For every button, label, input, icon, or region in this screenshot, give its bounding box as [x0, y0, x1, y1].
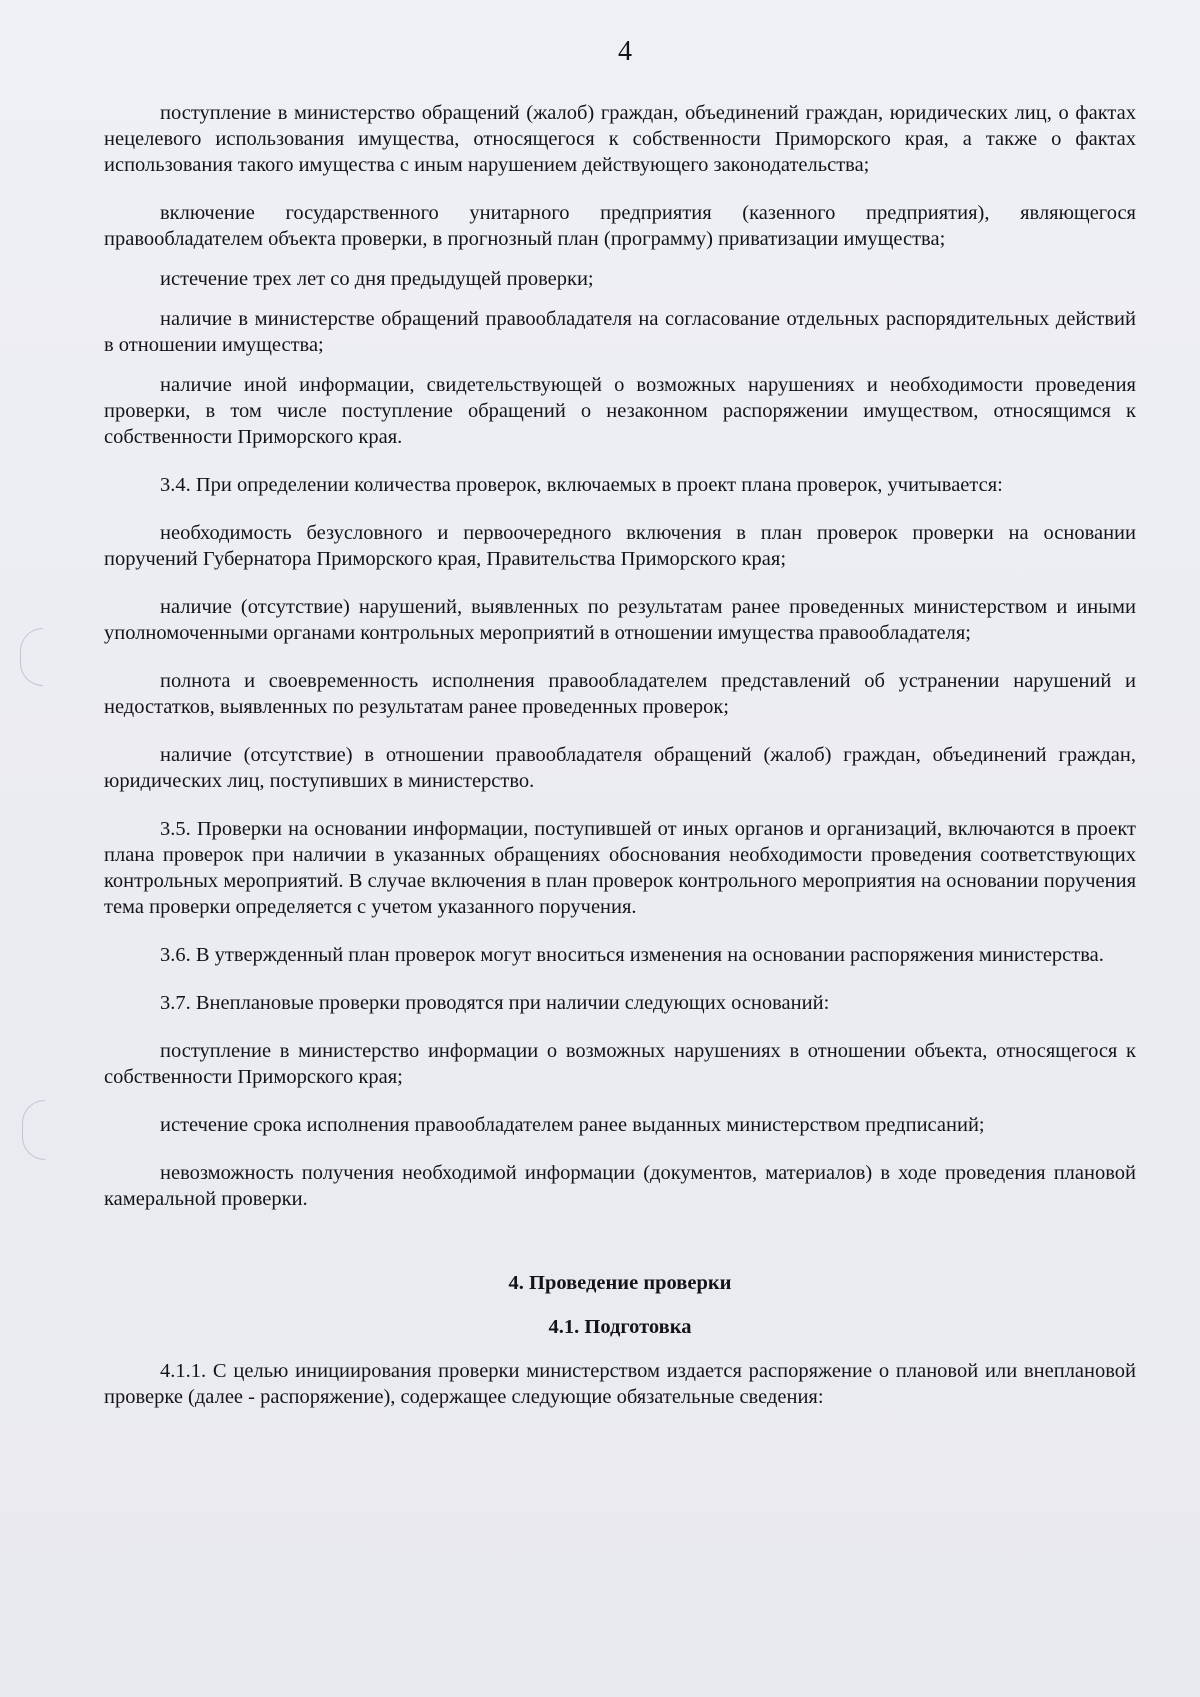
- paragraph-complaints: поступление в министерство обращений (жалоб) граждан, объединений граждан, юридических лиц, о фактах нецелевого использования имущества, относящегося к собственности Приморского края, а также о фактах использования такого имущества с иным нарушением действующего законодательства;: [104, 102, 1136, 176]
- paragraph-4-1-1: 4.1.1. С целью инициирования проверки министерством издается распоряжение о плановой или внеплановой проверке (далее - распоряжение), содержащее следующие обязательные сведения:: [104, 1360, 1136, 1408]
- scan-hole-mark-upper: [20, 628, 43, 686]
- paragraph-approval-requests: наличие в министерстве обращений правообладателя на согласование отдельных распорядительных действий в отношении имущества;: [104, 308, 1136, 356]
- paragraph-3-5: 3.5. Проверки на основании информации, поступившей от иных органов и организаций, включаются в проект плана проверок при наличии в указанных обращениях обоснования необходимости проведения соответствующих контрольных мероприятий. В случае включения в план проверок контрольного мероприятия на основании поручения тема проверки определяется с учетом указанного поручения.: [104, 818, 1136, 918]
- section-title: 4. Проведение проверки: [508, 1272, 732, 1294]
- paragraph-timeliness: полнота и своевременность исполнения правообладателем представлений об устранении нарушений и недостатков, выявленных по результатам ранее проведенных проверок;: [104, 670, 1136, 718]
- paragraph-governor-orders: необходимость безусловного и первоочередного включения в план проверок проверки на основании поручений Губернатора Приморского края, Правительства Приморского края;: [104, 522, 1136, 570]
- paragraph-3-4: 3.4. При определении количества проверок, включаемых в проект плана проверок, учитывается:: [160, 474, 1003, 496]
- scan-hole-mark-lower: [22, 1100, 45, 1160]
- paragraph-3-7: 3.7. Внеплановые проверки проводятся при наличии следующих оснований:: [160, 992, 830, 1014]
- paragraph-prescription-deadline: истечение срока исполнения правообладателем ранее выданных министерством предписаний;: [160, 1114, 985, 1136]
- paragraph-previous-violations: наличие (отсутствие) нарушений, выявленных по результатам ранее проведенных министерством и иными уполномоченными органами контрольных мероприятий в отношении имущества правообладателя;: [104, 596, 1136, 644]
- section-subtitle: 4.1. Подготовка: [548, 1316, 692, 1338]
- paragraph-privatization: включение государственного унитарного предприятия (казенного предприятия), являющегося правообладателем объекта проверки, в прогнозный план (программу) приватизации имущества;: [104, 202, 1136, 250]
- page-number: 4: [618, 36, 632, 67]
- document-body: [104, 100, 1136, 1410]
- paragraph-ministry-information: поступление в министерство информации о возможных нарушениях в отношении объекта, относящегося к собственности Приморского края;: [104, 1040, 1136, 1088]
- paragraph-other-information: наличие иной информации, свидетельствующей о возможных нарушениях и необходимости проведения проверки, в том числе поступление обращений о незаконном распоряжении имуществом, относящимся к собственности Приморского края.: [104, 374, 1136, 448]
- paragraph-three-years: истечение трех лет со дня предыдущей проверки;: [160, 268, 594, 290]
- paragraph-3-6: 3.6. В утвержденный план проверок могут вноситься изменения на основании распоряжения министерства.: [160, 944, 1104, 966]
- paragraph-appeals: наличие (отсутствие) в отношении правообладателя обращений (жалоб) граждан, объединений граждан, юридических лиц, поступивших в министерство.: [104, 744, 1136, 792]
- paragraph-impossibility: невозможность получения необходимой информации (документов, материалов) в ходе проведения плановой камеральной проверки.: [104, 1162, 1136, 1210]
